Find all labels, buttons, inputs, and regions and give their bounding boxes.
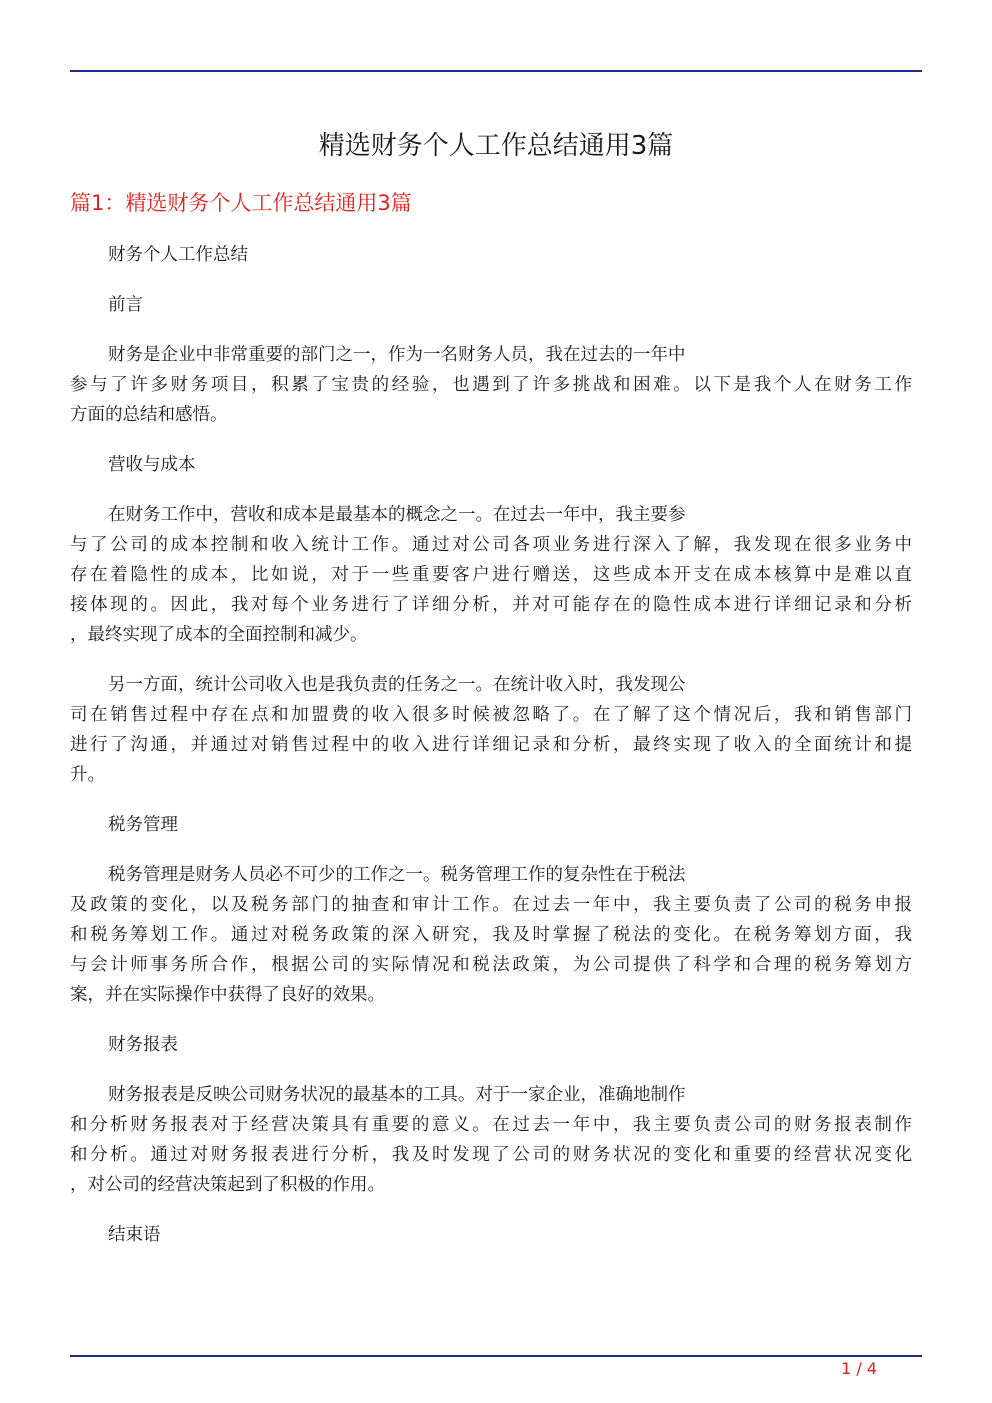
paragraph-line: 和分析财务报表对于经营决策具有重要的意义。在过去一年中，我主要负责公司的财务报表制作 — [70, 1115, 912, 1135]
paragraph-line: 进行了沟通，并通过对销售过程中的收入进行详细记录和分析，最终实现了收入的全面统计和提 — [70, 735, 912, 755]
paragraph-line: 和税务筹划工作。通过对税务政策的深入研究，我及时掌握了税法的变化。在税务筹划方面，我 — [70, 925, 912, 945]
subheading: 财务个人工作总结 — [108, 245, 248, 265]
paragraph-line: 和分析。通过对财务报表进行分析，我及时发现了公司的财务状况的变化和重要的经营状况变化 — [70, 1145, 912, 1165]
paragraph-line: 及政策的变化，以及税务部门的抽查和审计工作。在过去一年中，我主要负责了公司的税务申报 — [70, 895, 912, 915]
document-title: 精选财务个人工作总结通用3篇 — [318, 131, 674, 161]
document-body — [70, 240, 912, 1270]
paragraph-line: 参与了许多财务项目，积累了宝贵的经验，也遇到了许多挑战和困难。以下是我个人在财务工作 — [70, 375, 912, 395]
subheading: 财务报表 — [108, 1035, 178, 1055]
subheading: 结束语 — [108, 1225, 161, 1245]
paragraph-line: 另一方面，统计公司收入也是我负责的任务之一。在统计收入时，我发现公 — [108, 675, 686, 695]
paragraph-line: ，对公司的经营决策起到了积极的作用。 — [70, 1175, 385, 1195]
paragraph-line: 接体现的。因此，我对每个业务进行了详细分析，并对可能存在的隐性成本进行详细记录和分析 — [70, 595, 912, 615]
paragraph-line: 与了公司的成本控制和收入统计工作。通过对公司各项业务进行深入了解，我发现在很多业务中 — [70, 535, 912, 555]
footer-rule — [70, 1355, 922, 1357]
paragraph-line: ，最终实现了成本的全面控制和减少。 — [70, 625, 368, 645]
paragraph-line: 升。 — [70, 765, 105, 785]
paragraph-line: 税务管理是财务人员必不可少的工作之一。税务管理工作的复杂性在于税法 — [108, 865, 686, 885]
page-number: 1 / 4 — [841, 1359, 877, 1378]
subheading: 税务管理 — [108, 815, 178, 835]
paragraph-line: 方面的总结和感悟。 — [70, 405, 228, 425]
paragraph-line: 案，并在实际操作中获得了良好的效果。 — [70, 985, 385, 1005]
subheading: 前言 — [108, 295, 143, 315]
paragraph-line: 财务是企业中非常重要的部门之一，作为一名财务人员，我在过去的一年中 — [108, 345, 686, 365]
subheading: 营收与成本 — [108, 455, 196, 475]
paragraph-line: 司在销售过程中存在点和加盟费的收入很多时候被忽略了。在了解了这个情况后，我和销售部门 — [70, 705, 912, 725]
section-heading: 篇1：精选财务个人工作总结通用3篇 — [70, 191, 412, 215]
paragraph-line: 财务报表是反映公司财务状况的最基本的工具。对于一家企业，准确地制作 — [108, 1085, 686, 1105]
paragraph-line: 与会计师事务所合作，根据公司的实际情况和税法政策，为公司提供了科学和合理的税务筹划方 — [70, 955, 912, 975]
paragraph-line: 存在着隐性的成本，比如说，对于一些重要客户进行赠送，这些成本开支在成本核算中是难以直 — [70, 565, 912, 585]
paragraph-line: 在财务工作中，营收和成本是最基本的概念之一。在过去一年中，我主要参 — [108, 505, 686, 525]
header-rule — [70, 70, 922, 72]
